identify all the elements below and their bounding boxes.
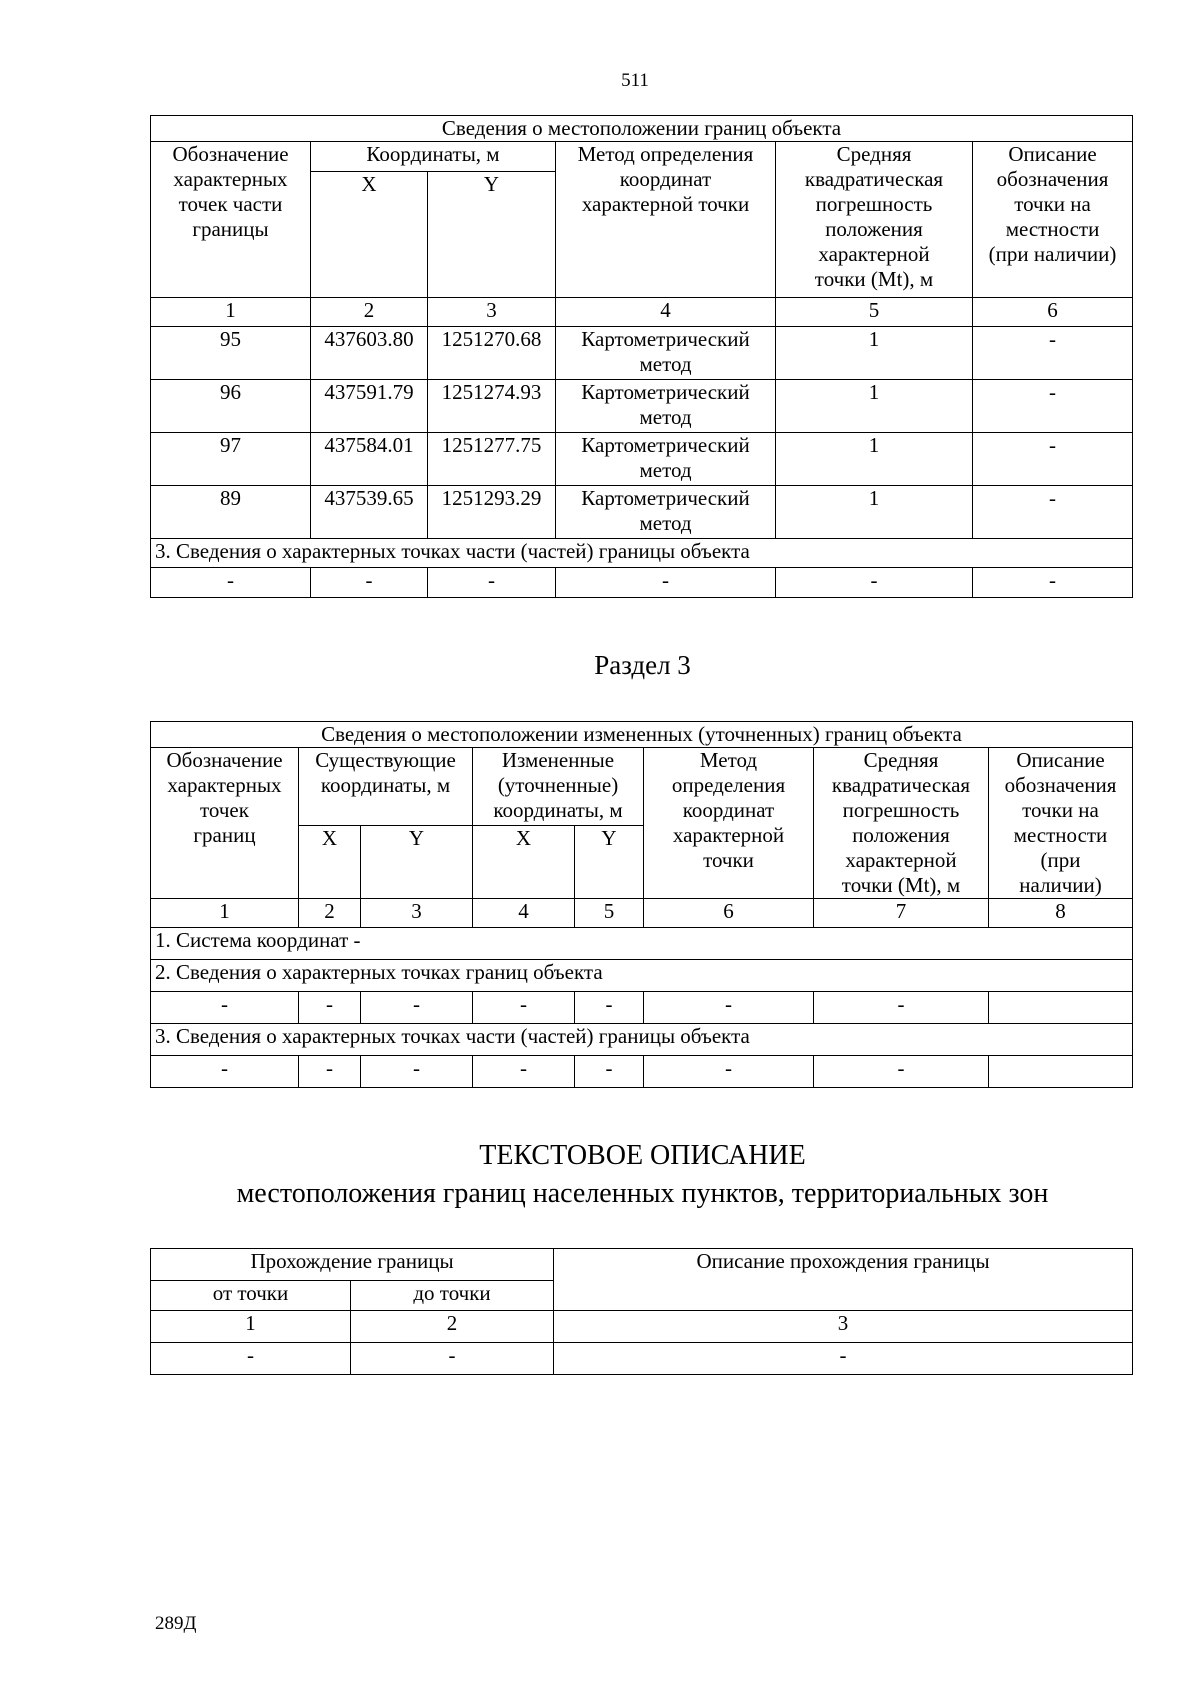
header-passage: Прохождение границы bbox=[151, 1249, 554, 1281]
section2-label: 2. Сведения о характерных точках границ объекта bbox=[151, 960, 1133, 992]
header-to-point: до точки bbox=[351, 1281, 554, 1311]
x-cell: 437539.65 bbox=[311, 486, 428, 539]
description-cell: - bbox=[973, 486, 1133, 539]
x-cell: 437584.01 bbox=[311, 433, 428, 486]
description-cell: - bbox=[973, 327, 1133, 380]
error-cell: 1 bbox=[776, 327, 973, 380]
header-existing-x: X bbox=[299, 826, 361, 899]
header-coordinates: Координаты, м bbox=[311, 142, 556, 172]
table-caption: Сведения о местоположении границ объекта bbox=[151, 116, 1133, 142]
description-cell: - bbox=[973, 433, 1133, 486]
text-description-title: ТЕКСТОВОЕ ОПИСАНИЕ bbox=[479, 1140, 806, 1171]
column-numbers-row: 1 2 3 4 5 6 7 8 bbox=[151, 899, 1133, 928]
header-designation: Обозначение характерных точек части границы bbox=[151, 142, 311, 298]
column-numbers-row: 1 2 3 4 5 6 bbox=[151, 298, 1133, 327]
section-title: Раздел 3 bbox=[594, 650, 691, 680]
header-method: Метод определения координат характерной точки bbox=[556, 142, 776, 298]
table-row: - - - - - - bbox=[151, 568, 1133, 598]
header-changed-coordinates: Измененные (уточненные) координаты, м bbox=[473, 748, 644, 826]
section3-label: 3. Сведения о характерных точках части (частей) границы объекта bbox=[151, 1024, 1133, 1056]
header-designation: Обозначение характерных точек границ bbox=[151, 748, 299, 899]
text-description-subtitle: местоположения границ населенных пунктов, территориальных зон bbox=[236, 1178, 1049, 1209]
table-row bbox=[151, 380, 1133, 433]
boundary-location-table bbox=[150, 115, 1133, 598]
point-cell: 89 bbox=[151, 486, 311, 539]
table-row bbox=[151, 433, 1133, 486]
y-cell: 1251274.93 bbox=[428, 380, 556, 433]
column-numbers-row: 1 2 3 bbox=[151, 1311, 1133, 1343]
y-cell: 1251293.29 bbox=[428, 486, 556, 539]
error-cell: 1 bbox=[776, 433, 973, 486]
page-number: 511 bbox=[621, 70, 649, 91]
point-cell: 97 bbox=[151, 433, 311, 486]
table-row: - - - - - - - bbox=[151, 1056, 1133, 1088]
description-cell: - bbox=[973, 380, 1133, 433]
header-from-point: от точки bbox=[151, 1281, 351, 1311]
changed-boundary-table bbox=[150, 721, 1133, 1088]
x-cell: 437603.80 bbox=[311, 327, 428, 380]
method-cell: Картометрический метод bbox=[556, 380, 776, 433]
y-cell: 1251270.68 bbox=[428, 327, 556, 380]
table-row: - - - - - - - bbox=[151, 992, 1133, 1024]
header-passage-description: Описание прохождения границы bbox=[554, 1249, 1133, 1311]
method-cell: Картометрический метод bbox=[556, 433, 776, 486]
header-existing-y: Y bbox=[361, 826, 473, 899]
table-row: - - - bbox=[151, 1343, 1133, 1375]
header-method: Метод определения координат характерной точки bbox=[644, 748, 814, 899]
header-x: X bbox=[311, 172, 428, 298]
coordinate-system-label: 1. Система координат - bbox=[151, 928, 1133, 960]
section3-label: 3. Сведения о характерных точках части (частей) границы объекта bbox=[151, 539, 1133, 568]
boundary-passage-table bbox=[150, 1248, 1133, 1375]
x-cell: 437591.79 bbox=[311, 380, 428, 433]
table-caption: Сведения о местоположении измененных (уточненных) границ объекта bbox=[151, 722, 1133, 748]
header-description: Описание обозначения точки на местности (при наличии) bbox=[989, 748, 1133, 899]
footer-code: 289Д bbox=[155, 1613, 197, 1634]
point-cell: 96 bbox=[151, 380, 311, 433]
header-y: Y bbox=[428, 172, 556, 298]
header-changed-x: X bbox=[473, 826, 575, 899]
point-cell: 95 bbox=[151, 327, 311, 380]
method-cell: Картометрический метод bbox=[556, 486, 776, 539]
table-row bbox=[151, 486, 1133, 539]
header-changed-y: Y bbox=[575, 826, 644, 899]
y-cell: 1251277.75 bbox=[428, 433, 556, 486]
header-existing-coordinates: Существующие координаты, м bbox=[299, 748, 473, 826]
header-description: Описание обозначения точки на местности (при наличии) bbox=[973, 142, 1133, 298]
header-mean-error: Средняя квадратическая погрешность положения характерной точки (Mt), м bbox=[814, 748, 989, 899]
method-cell: Картометрический метод bbox=[556, 327, 776, 380]
table-row bbox=[151, 327, 1133, 380]
error-cell: 1 bbox=[776, 380, 973, 433]
header-mean-error: Средняя квадратическая погрешность положения характерной точки (Mt), м bbox=[776, 142, 973, 298]
error-cell: 1 bbox=[776, 486, 973, 539]
